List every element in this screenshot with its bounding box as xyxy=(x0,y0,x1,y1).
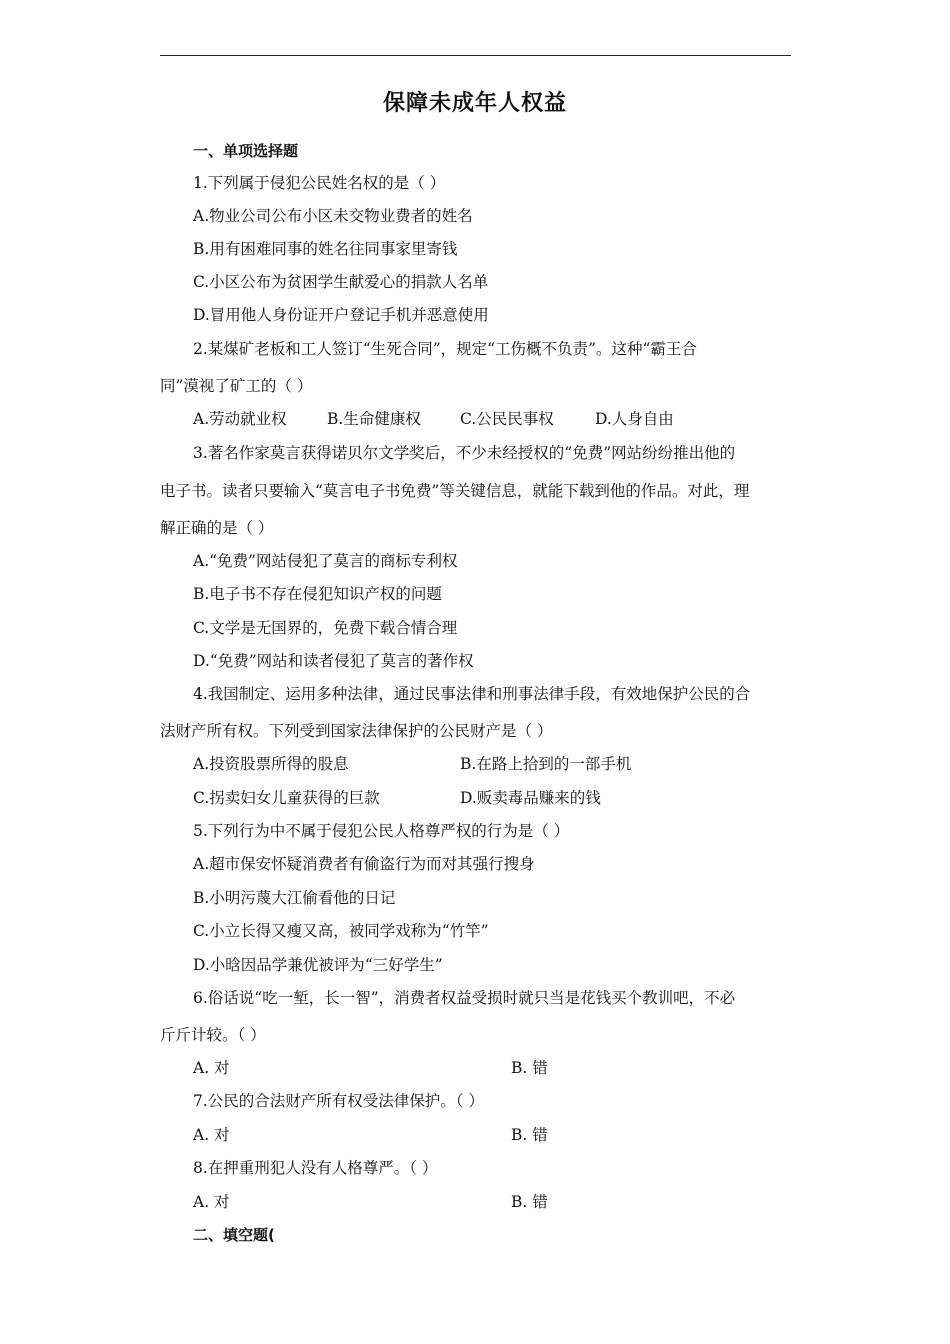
question-3-stem-line3: 解正确的是（ ） xyxy=(160,519,274,537)
question-2-stem-line1: 2.某煤矿老板和工人签订“生死合同”，规定“工伤概不负责”。这种“霸王合 xyxy=(193,340,697,358)
question-2-option-c: C.公民民事权 xyxy=(460,410,554,428)
question-3-option-c: C.文学是无国界的，免费下载合情合理 xyxy=(193,619,458,637)
question-5-option-c: C.小立长得又瘦又高，被同学戏称为“竹竿” xyxy=(193,922,489,940)
page-title: 保障未成年人权益 xyxy=(382,91,567,116)
question-7-option-b: B. 错 xyxy=(511,1126,548,1144)
question-7-option-a: A. 对 xyxy=(193,1126,230,1144)
question-2-option-a: A.劳动就业权 xyxy=(193,410,287,428)
question-3-option-b: B.电子书不存在侵犯知识产权的问题 xyxy=(193,585,442,603)
question-4-option-c: C.拐卖妇女儿童获得的巨款 xyxy=(193,789,380,807)
question-6-stem-line2: 斤斤计较。（ ） xyxy=(160,1026,266,1044)
question-5-option-b: B.小明污蔑大江偷看他的日记 xyxy=(193,889,396,907)
question-1-option-c: C.小区公布为贫困学生献爱心的捐款人名单 xyxy=(193,273,489,291)
question-4-option-b: B.在路上拾到的一部手机 xyxy=(460,755,632,773)
question-4-option-a: A.投资股票所得的股息 xyxy=(193,755,349,773)
question-4-stem-line1: 4.我国制定、运用多种法律，通过民事法律和刑事法律手段，有效地保护公民的合 xyxy=(193,685,751,703)
question-8-option-a: A. 对 xyxy=(193,1193,230,1211)
question-2-option-d: D.人身自由 xyxy=(595,410,674,428)
section-heading-choice: 一、单项选择题 xyxy=(193,142,299,160)
question-5-stem: 5.下列行为中不属于侵犯公民人格尊严权的行为是（ ） xyxy=(193,822,570,840)
question-8-option-b: B. 错 xyxy=(511,1193,548,1211)
question-1-option-d: D.冒用他人身份证开户登记手机并恶意使用 xyxy=(193,306,489,324)
question-1-stem: 1.下列属于侵犯公民姓名权的是（ ） xyxy=(193,174,446,192)
question-5-option-a: A.超市保安怀疑消费者有偷盗行为而对其强行搜身 xyxy=(193,855,535,873)
question-8-stem: 8.在押重刑犯人没有人格尊严。（ ） xyxy=(193,1159,438,1177)
question-6-option-a: A. 对 xyxy=(193,1059,230,1077)
section-heading-fill-blank: 二、填空题( xyxy=(193,1226,275,1244)
question-6-option-b: B. 错 xyxy=(511,1059,548,1077)
question-4-stem-line2: 法财产所有权。下列受到国家法律保护的公民财产是（ ） xyxy=(160,722,553,740)
question-3-stem-line1: 3.著名作家莫言获得诺贝尔文学奖后，不少未经授权的“免费”网站纷纷推出他的 xyxy=(193,444,736,462)
question-2-stem-line2: 同”漠视了矿工的（ ） xyxy=(160,377,313,395)
question-3-option-a: A.“免费”网站侵犯了莫言的商标专利权 xyxy=(193,552,458,570)
question-7-stem: 7.公民的合法财产所有权受法律保护。（ ） xyxy=(193,1092,484,1110)
question-4-option-d: D.贩卖毒品赚来的钱 xyxy=(460,789,601,807)
question-2-option-b: B.生命健康权 xyxy=(327,410,421,428)
question-5-option-d: D.小晗因品学兼优被评为“三好学生” xyxy=(193,956,443,974)
header-rule xyxy=(160,55,791,56)
question-6-stem-line1: 6.俗话说“吃一堑，长一智”，消费者权益受损时就只当是花钱买个教训吧，不必 xyxy=(193,989,736,1007)
question-3-option-d: D.“免费”网站和读者侵犯了莫言的著作权 xyxy=(193,652,474,670)
question-3-stem-line2: 电子书。读者只要输入“莫言电子书免费”等关键信息，就能下载到他的作品。对此，理 xyxy=(160,482,750,500)
question-1-option-b: B.用有困难同事的姓名往同事家里寄钱 xyxy=(193,240,458,258)
question-1-option-a: A.物业公司公布小区未交物业费者的姓名 xyxy=(193,207,473,225)
